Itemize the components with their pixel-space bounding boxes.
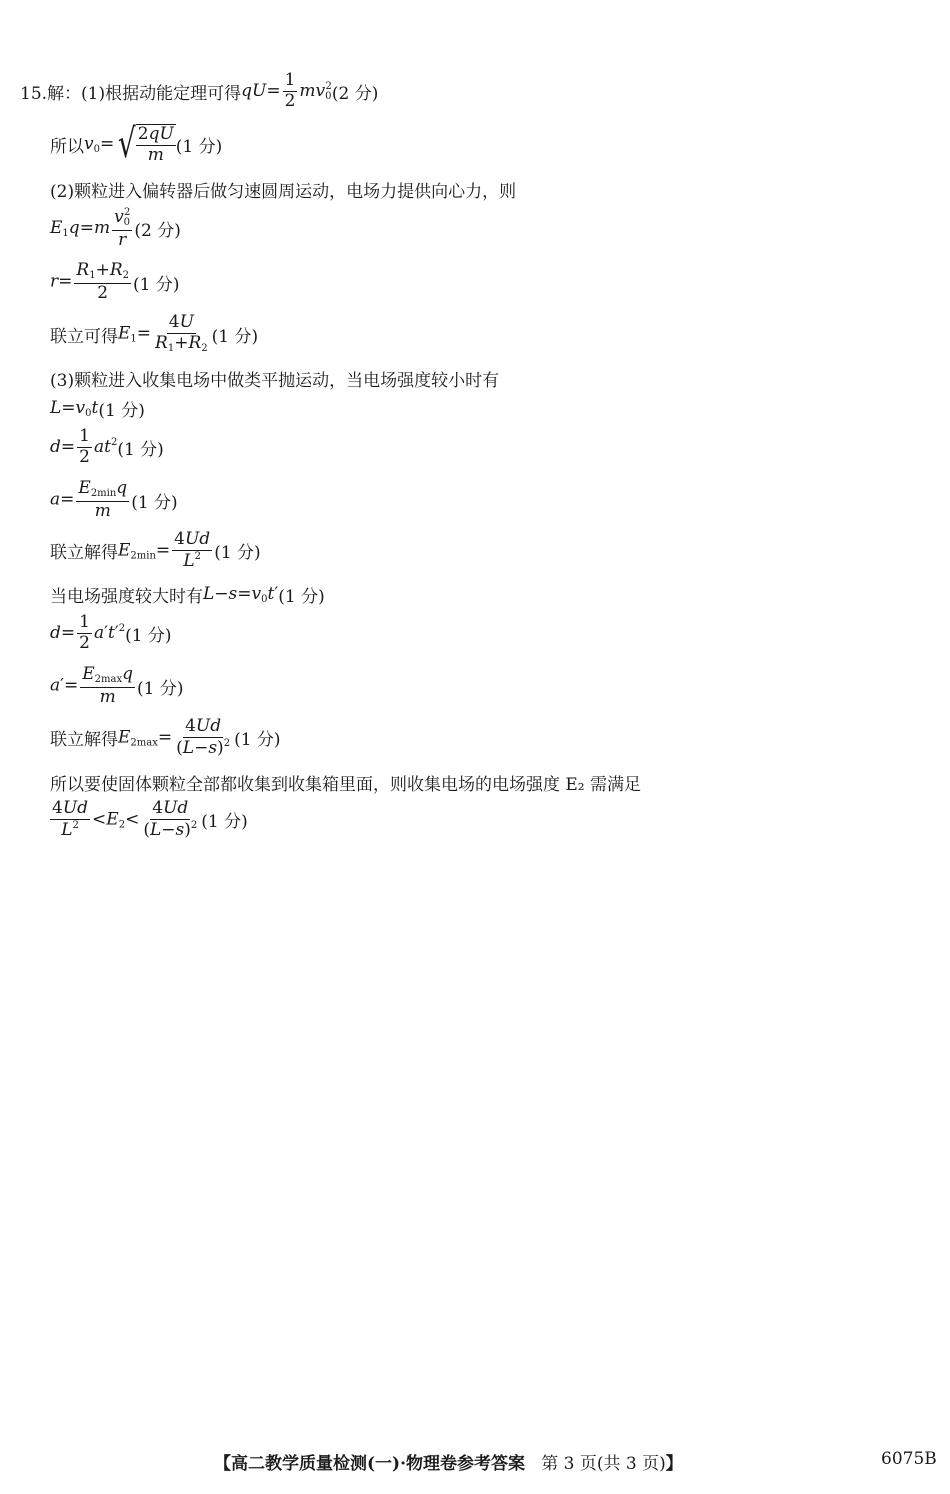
score-label: (1 分): [133, 274, 180, 295]
score-label: (1 分): [214, 543, 261, 564]
score-label: (1 分): [211, 326, 259, 347]
formula-a-prime: a′= $\frac{E_{2max}q}{m}$: [50, 664, 134, 707]
answer-line-13: [50, 614, 172, 653]
formula-d: d= $\frac{1}{2}$ $at^2$: [50, 426, 118, 467]
answer-line-10: [50, 480, 178, 520]
answer-line-7: [50, 366, 499, 391]
formula-centripetal: $E_1q=m$ $\frac{v_0^2}{r}$: [50, 207, 131, 250]
score-label: (2 分): [331, 83, 379, 104]
answer-line-2: [50, 121, 223, 168]
score-label: (1 分): [234, 730, 281, 751]
answer-line-12: [50, 582, 325, 607]
answer-line-9: [50, 428, 164, 467]
score-label: (2 分): [134, 221, 181, 242]
formula-d-prime: d= $\frac{1}{2}$ $a't'^2$: [50, 612, 126, 653]
answer-line-8: [50, 396, 145, 421]
line-3-text: (2)颗粒进入偏转器后做匀速圆周运动，电场力提供向心力，则: [50, 182, 517, 202]
score-label: (1 分): [137, 678, 184, 699]
score-label: (1 分): [278, 587, 325, 607]
footer-left-bracket: 【: [214, 1454, 231, 1474]
formula-e2-range: $\frac{4Ud}{L^2}$ $<E_2<$ $\frac{4Ud}{(L-s)^2}$: [52, 798, 198, 840]
answer-line-16: [50, 770, 641, 795]
answer-line-4: [50, 208, 181, 249]
answer-line-11: [50, 531, 261, 571]
formula-l-minus-s: $L-s=v_0t'$: [203, 584, 279, 605]
footer-right-bracket: 】: [665, 1454, 683, 1474]
line-11-text: 联立解得: [50, 543, 118, 564]
answer-line-1: [20, 72, 378, 111]
score-label: (1 分): [125, 625, 172, 646]
formula-v0: $v_0=$ √ $\frac{2qU}{m}$: [84, 121, 174, 168]
answer-line-17: [48, 800, 248, 840]
score-label: (1 分): [98, 401, 145, 421]
score-label: (1 分): [131, 492, 178, 513]
line-12-text: 当电场强度较大时有: [50, 587, 203, 607]
line-6-text: 联立可得: [50, 326, 118, 347]
formula-e1: $E_1=$ $\frac{4U}{R_1+R_2}$: [118, 312, 208, 354]
answer-line-3: [50, 177, 516, 202]
line-15-text: 联立解得: [50, 730, 118, 751]
footer-page-number: 第 3 页(共 3 页): [541, 1454, 666, 1474]
answer-line-5: [50, 262, 180, 302]
score-label: (1 分): [175, 136, 223, 157]
answer-line-6: [50, 314, 258, 354]
formula-radius: r= $\frac{R_1+R_2}{2}$: [50, 260, 130, 303]
footer-title: 高二教学质量检测(一)·物理卷参考答案: [231, 1454, 526, 1474]
formula-e2max: $E_{2max}=$ $\frac{4Ud}{(L-s)^2}$: [118, 716, 231, 758]
formula-a: a= $\frac{E_{2min}q}{m}$: [50, 478, 128, 521]
line-7-text: (3)颗粒进入收集电场中做类平抛运动，当电场强度较小时有: [50, 371, 500, 391]
line-1-text: 15.解：(1)根据动能定理可得: [20, 83, 242, 104]
document-code: 6075B: [881, 1449, 937, 1469]
page-footer: [214, 1449, 683, 1474]
score-label: (1 分): [201, 812, 248, 833]
formula-l: $L=v_0t$: [50, 398, 99, 419]
answer-line-14: [50, 666, 184, 706]
score-label: (1 分): [117, 439, 164, 460]
line-16-text: 所以要使固体颗粒全部都收集到收集箱里面，则收集电场的电场强度 E₂ 需满足: [50, 775, 642, 795]
answer-line-15: [50, 718, 281, 758]
formula-e2min: $E_{2min}=$ $\frac{4Ud}{L^2}$: [118, 529, 211, 571]
formula-kinetic-energy: qU= $\frac{1}{2}$ $mv_0^2$: [241, 70, 332, 111]
line-2-text: 所以: [50, 136, 84, 157]
